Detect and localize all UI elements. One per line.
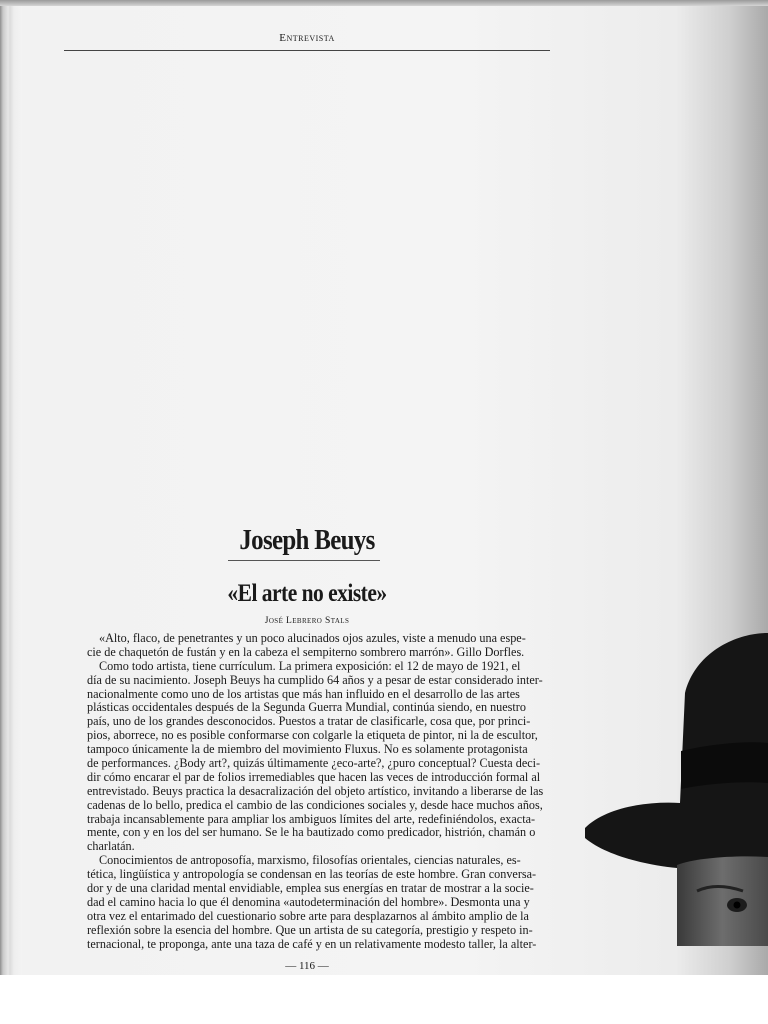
hat-portrait-photo — [585, 633, 768, 946]
body-line: dir cómo encarar el par de folios irremediables que hacen las veces de introducción formal al — [87, 769, 541, 784]
body-line: nacionalmente como uno de los artistas que más han influido en el desarrollo de las artes — [87, 686, 520, 701]
article-title: Joseph Beuys — [239, 524, 375, 556]
body-line: dad el camino hacia lo que él denomina «autodeterminación del hombre». Desmonta una y — [87, 894, 530, 909]
body-line: país, uno de los grandes desconocidos. Puestos a tratar de clasificarle, cosa que, por princi- — [87, 714, 531, 729]
body-line: cie de chaquetón de fustán y en la cabeza el sempiterno sombrero marrón». Gillo Dorfles. — [87, 644, 525, 659]
page-number: — 116 — — [285, 960, 329, 972]
book-gutter — [0, 0, 22, 975]
page-top-edge — [0, 0, 768, 6]
body-line: reflexión sobre la esencia del hombre. Que un artista de su categoría, prestigio y respeto in- — [87, 922, 533, 937]
body-line: otra vez el entarimado del cuestionario sobre arte para desplazarnos al ámbito amplio de la — [87, 908, 529, 923]
body-line: tampoco únicamente la de miembro del movimiento Fluxus. No es solamente protagonista — [87, 742, 528, 757]
article-body — [87, 632, 543, 951]
body-line: Conocimientos de antroposofía, marxismo, filosofías orientales, ciencias naturales, es- — [99, 853, 521, 868]
article-subtitle: «El arte no existe» — [227, 580, 387, 607]
body-line: tética, lingüística y antropología se condensan en las teorías de este hombre. Gran conversa- — [87, 867, 537, 882]
running-head: Entrevista — [279, 32, 335, 44]
body-line: entrevistado. Beuys practica la desacralización del objeto artístico, invitando a liberarse de las — [87, 783, 544, 798]
body-line: plásticas occidentales después de la Segunda Guerra Mundial, continúa siendo, en nuestro — [87, 700, 526, 715]
body-line: dor y de una claridad mental envidiable, emplea sus energías en tratar de mostrar a la socie- — [87, 881, 534, 896]
body-line: mente, con y en los del ser humano. Se le ha bautizado como predicador, histrión, chamán o — [87, 825, 536, 840]
body-line: cadenas de lo bello, predica el cambio de las condiciones sociales y, desde hace muchos años, — [87, 797, 543, 812]
body-line: Como todo artista, tiene currículum. La primera exposición: el 12 de mayo de 1921, el — [99, 658, 521, 673]
body-line: ternacional, te proponga, ante una taza de café y en un relativamente modesto taller, la alter- — [87, 936, 537, 951]
body-line: pios, aborrece, no es posible conformarse con colgarle la etiqueta de pintor, ni la de escultor, — [87, 728, 538, 743]
body-line: trabaja incansablemente para ampliar los ambiguos límites del arte, redefiniéndolos, exacta- — [87, 811, 536, 826]
body-line: día de su nacimiento. Joseph Beuys ha cumplido 64 años y a pesar de estar considerado inter- — [87, 672, 543, 687]
header-rule — [64, 50, 550, 51]
page-bottom-margin — [0, 975, 768, 1024]
body-line: de performances. ¿Body art?, quizás últimamente ¿eco-arte?, ¿puro conceptual? Cuesta deci- — [87, 756, 541, 771]
body-line: «Alto, flaco, de penetrantes y un poco alucinados ojos azules, viste a menudo una espe- — [99, 631, 526, 645]
title-underline — [228, 560, 380, 561]
body-line: charlatán. — [87, 839, 135, 854]
article-author: José Lebrero Stals — [264, 616, 350, 626]
